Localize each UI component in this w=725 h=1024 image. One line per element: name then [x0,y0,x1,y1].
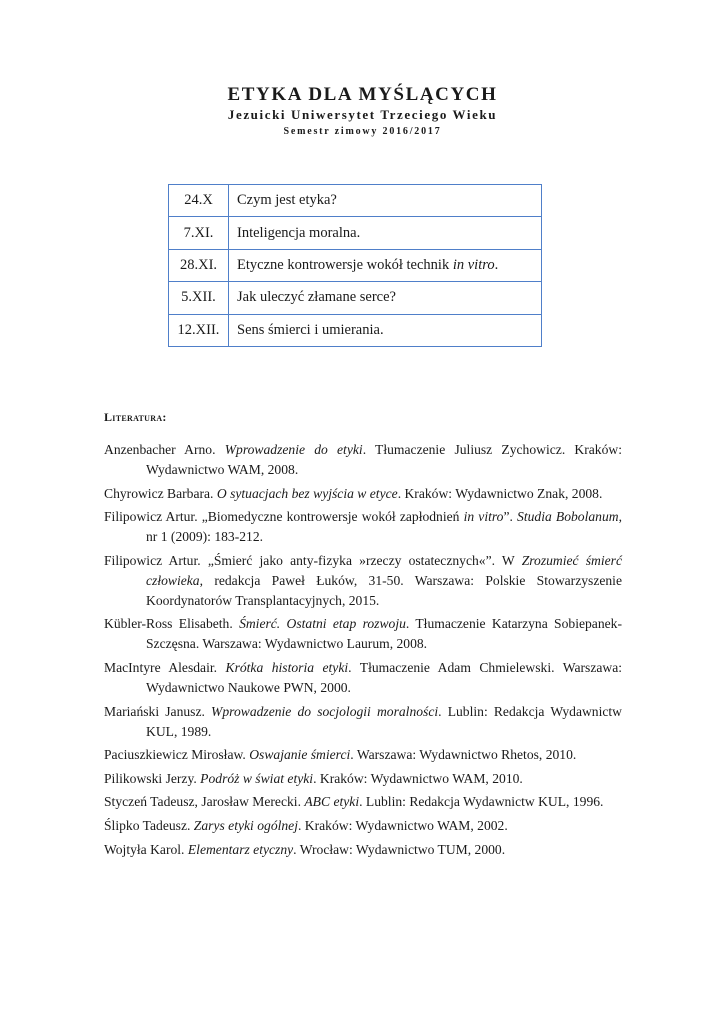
entry-author: MacIntyre Alesdair. [104,659,226,675]
entry-publication: . Tłumaczenie Adam Chmielewski. Warszawa: Wydawnictwo Naukowe PWN, 2000. [146,659,623,695]
entry-title: in vitro [463,509,504,525]
document-header [0,84,725,138]
entry-author: Chyrowicz Barbara. [104,485,217,501]
document-subtitle: Jezuicki Uniwersytet Trzeciego Wieku [227,107,498,122]
entry-title: Zarys etyki ogólnej [193,817,298,833]
entry-publication: , nr 1 (2009): 183-212. [146,509,622,545]
entry-title: Podróż w świat etyki [200,770,314,786]
bibliography-entry [104,792,622,812]
bibliography-entry [104,840,622,860]
entry-title: Wprowadzenie do etyki [224,442,363,457]
bibliography-entry [104,440,622,480]
schedule-row [169,314,542,346]
entry-publication: . Kraków: Wydawnictwo WAM, 2002. [298,817,508,833]
entry-title: Zrozumieć śmierć człowieka [146,552,622,588]
schedule-topic: Czym jest etyka? [229,185,542,217]
entry-title: ABC etyki [304,794,360,810]
schedule-row [169,217,542,249]
entry-title: Oswajanie śmierci [249,747,351,763]
schedule-row [169,185,542,217]
entry-author: Mariański Janusz. [104,703,212,719]
schedule-date: 24.X [169,185,229,217]
entry-author: Wojtyła Karol. [104,841,188,857]
bibliography-list [104,440,622,863]
bibliography-entry [104,769,622,789]
entry-author: Paciuszkiewicz Mirosław. [104,747,250,763]
schedule-date: 5.XII. [169,282,229,314]
entry-author: Ślipko Tadeusz. [104,817,194,833]
schedule-topic [229,249,542,281]
entry-publication: . Kraków: Wydawnictwo WAM, 2010. [313,770,523,786]
entry-publication: . Kraków: Wydawnictwo Znak, 2008. [397,485,603,501]
entry-publication: . Lublin: Redakcja Wydawnictw KUL, 1989. [146,703,622,739]
schedule-topic: Inteligencja moralna. [229,217,542,249]
entry-author: Kübler-Ross Elisabeth. [104,616,240,632]
bibliography-entry [104,816,622,836]
schedule-topic-text: . [494,256,499,273]
schedule-topic: Sens śmierci i umierania. [229,314,542,346]
entry-publication: ”. [503,509,518,525]
bibliography-entry [104,507,622,547]
schedule-date: 28.XI. [169,249,229,281]
schedule-date: 12.XII. [169,314,229,346]
schedule-row [169,282,542,314]
document-title: ETYKA DLA MYŚLĄCYCH [227,84,498,105]
schedule-topic-italic: in vitro [452,256,495,273]
schedule-row [169,249,542,281]
entry-title: O sytuacjach bez wyjścia w etyce [216,485,398,501]
entry-publication: . Tłumaczenie Juliusz Zychowicz. Kraków: Wydawnictwo WAM, 2008. [146,442,622,477]
schedule-topic-text: Etyczne kontrowersje wokół technik [237,256,453,273]
entry-publication: . Lublin: Redakcja Wydawnictw KUL, 1996. [359,794,604,810]
entry-title: Wprowadzenie do socjologii moralności [211,703,439,719]
bibliography-entry [104,658,622,698]
entry-author: Pilikowski Jerzy. [104,770,201,786]
schedule-table [168,184,542,347]
entry-publication: . Warszawa: Wydawnictwo Rhetos, 2010. [350,747,577,763]
entry-publication: . Wrocław: Wydawnictwo TUM, 2000. [293,841,506,857]
entry-author: Filipowicz Artur. „Biomedyczne kontrowersje wokół zapłodnień [104,509,464,525]
entry-title: Elementarz etyczny [187,841,294,857]
literature-heading: Literatura: [104,410,167,424]
entry-author: Anzenbacher Arno. [104,442,225,457]
entry-publication: , redakcja Paweł Łuków, 31-50. Warszawa: Polskie Stowarzyszenie Koordynatorów Transplantacyjnych, 2015. [146,572,622,608]
entry-author: Styczeń Tadeusz, Jarosław Merecki. [104,794,305,810]
schedule-date: 7.XI. [169,217,229,249]
schedule-topic: Jak uleczyć złamane serce? [229,282,542,314]
bibliography-entry [104,551,622,611]
entry-publication: . Tłumaczenie Katarzyna Sobiepanek-Szczęsna. Warszawa: Wydawnictwo Laurum, 2008. [146,616,622,652]
entry-title: Śmierć. Ostatni etap rozwoju [239,616,406,632]
bibliography-entry [104,745,622,765]
bibliography-entry [104,702,622,742]
entry-author: Filipowicz Artur. „Śmierć jako anty-fizyka »rzeczy ostatecznych«”. W [104,552,522,568]
entry-title: Krótka historia etyki [225,659,349,675]
bibliography-entry [104,484,622,504]
bibliography-entry [104,614,622,654]
entry-journal: Studia Bobolanum [517,509,619,525]
semester-label: Semestr zimowy 2016/2017 [283,126,442,137]
